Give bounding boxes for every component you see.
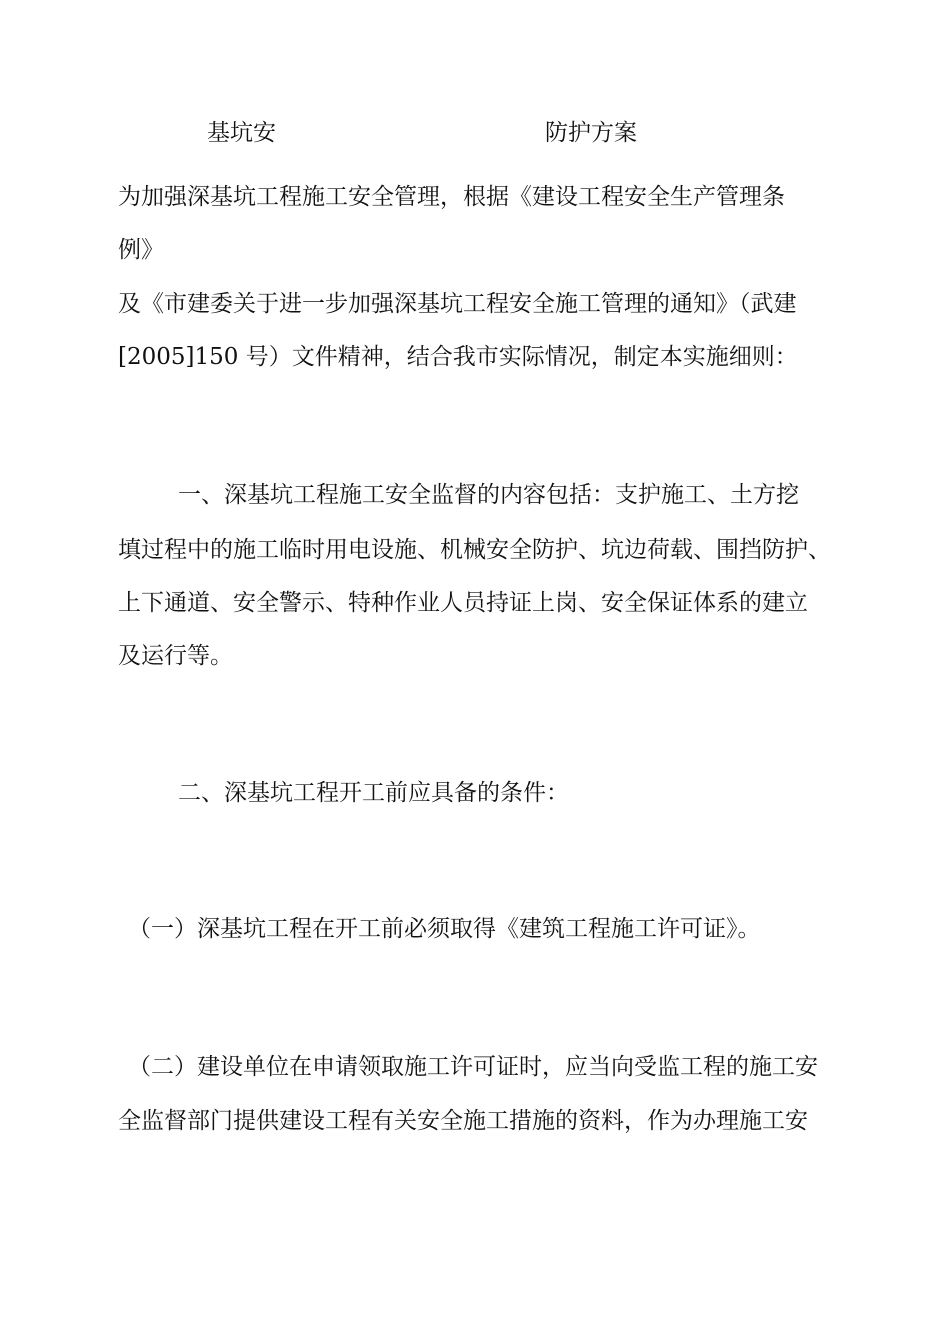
section2-item-2-line-2: 全监督部门提供建设工程有关安全施工措施的资料，作为办理施工安	[118, 1108, 808, 1134]
intro-line-4: [2005]150 号）文件精神，结合我市实际情况，制定本实施细则：	[118, 344, 798, 370]
section2-item-2-line-1: （二）建设单位在申请领取施工许可证时，应当向受监工程的施工安	[128, 1054, 818, 1080]
title-right: 防护方案	[545, 120, 637, 146]
title-left: 基坑安	[207, 120, 276, 146]
section1-line-2: 填过程中的施工临时用电设施、机械安全防护、坑边荷载、围挡防护、	[118, 537, 831, 563]
section2-item-1: （一）深基坑工程在开工前必须取得《建筑工程施工许可证》。	[128, 916, 761, 942]
section2-heading: 二、深基坑工程开工前应具备的条件：	[178, 780, 569, 806]
section1-line-1: 一、深基坑工程施工安全监督的内容包括：支护施工、土方挖	[178, 482, 799, 508]
intro-line-2: 例》	[118, 237, 164, 263]
section1-line-3: 上下通道、安全警示、特种作业人员持证上岗、安全保证体系的建立	[118, 590, 808, 616]
intro-line-1: 为加强深基坑工程施工安全管理，根据《建设工程安全生产管理条	[118, 184, 785, 210]
section1-line-4: 及运行等。	[118, 643, 233, 669]
intro-line-3: 及《市建委关于进一步加强深基坑工程安全施工管理的通知》（武建	[118, 291, 797, 317]
